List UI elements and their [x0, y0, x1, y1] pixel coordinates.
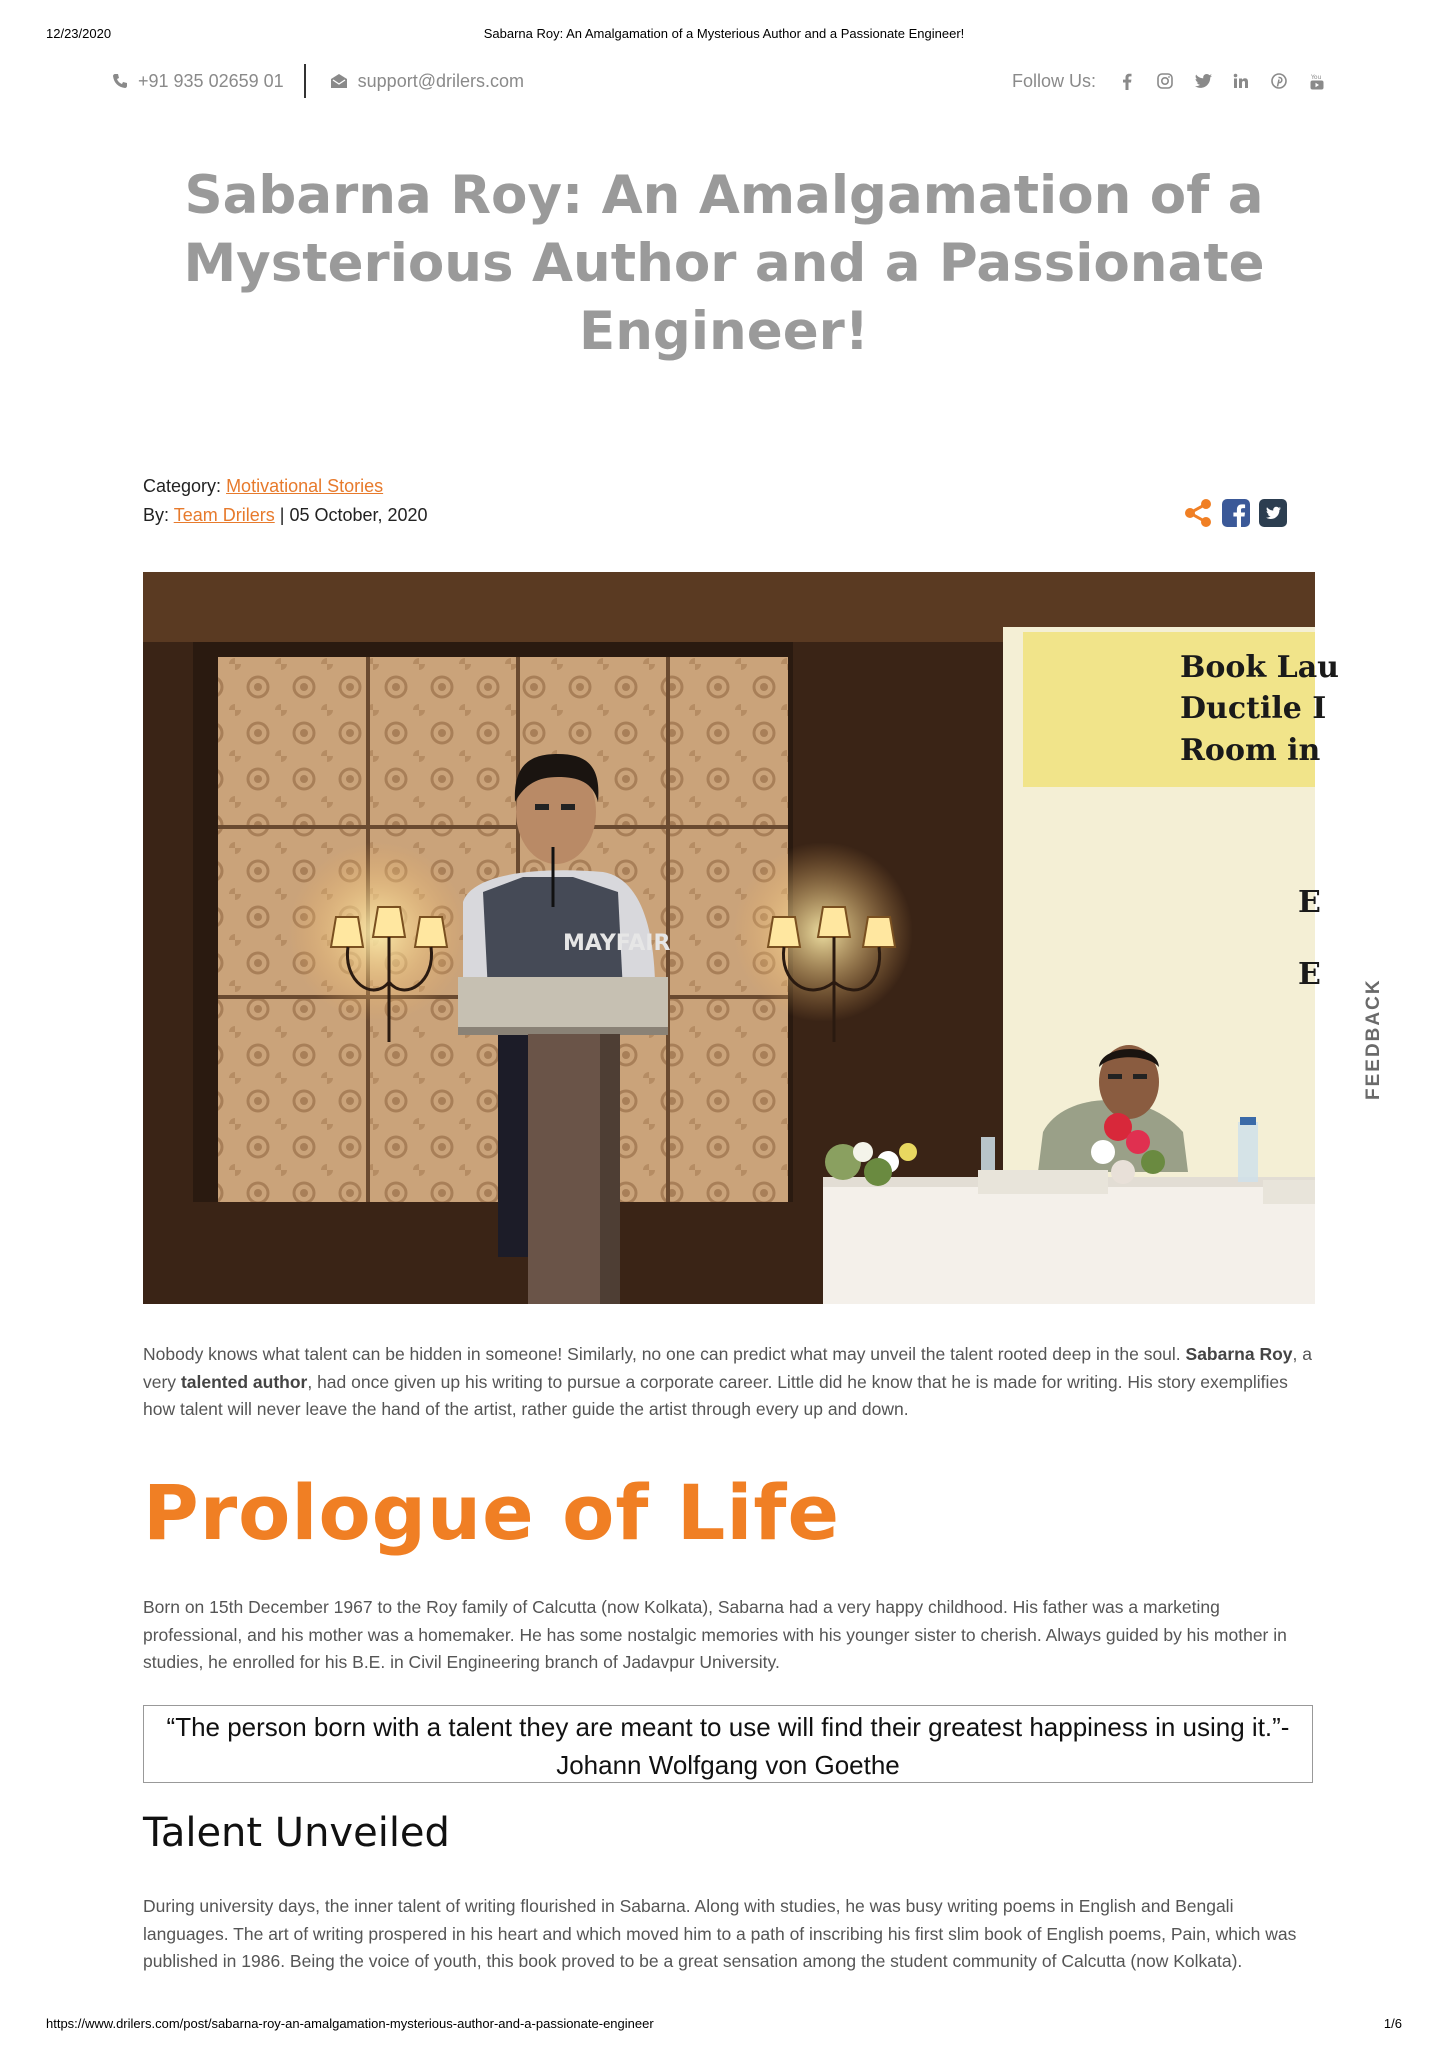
intro-paragraph	[143, 1341, 1315, 1424]
byline	[143, 501, 428, 530]
prologue-paragraph: Born on 15th December 1967 to the Roy family of Calcutta (now Kolkata), Sabarna had a very happy childhood. His father was a marketing professional, and his mother was a homemaker. He has some nostalgic memories with his younger sister to cherish. Always guided by his mother in studies, he enrolled for his B.E. in Civil Engineering branch of Jadavpur University.	[143, 1597, 1287, 1672]
article-title: Sabarna Roy: An Amalgamation of a Mysterious Author and a Passionate Engineer!	[183, 165, 1265, 362]
share-icon[interactable]	[1183, 498, 1213, 528]
linkedin-icon[interactable]	[1222, 73, 1260, 89]
email-address: support@drilers.com	[357, 70, 524, 91]
intro-text-1: Nobody knows what talent can be hidden in someone! Similarly, no one can predict what may unveil the talent rooted deep in the soul.	[143, 1344, 1186, 1364]
social-follow	[1012, 64, 1336, 98]
vest-logo-text: MAYFAIR	[563, 931, 671, 956]
quote-box: “The person born with a talent they are meant to use will find their greatest happiness in using it.”- Johann Wolfgang von Goethe	[143, 1705, 1313, 1783]
share-buttons	[1183, 498, 1287, 528]
email-link[interactable]	[330, 71, 524, 92]
book-launch-photo	[143, 572, 1339, 1304]
section-heading-prologue: Prologue of Life	[143, 1468, 840, 1557]
svg-text:You: You	[1311, 73, 1322, 81]
print-doc-title: Sabarna Roy: An Amalgamation of a Mysterious Author and a Passionate Engineer!	[483, 26, 965, 41]
category-line	[143, 472, 428, 501]
banner-line-1: Book Lau	[1180, 650, 1339, 685]
twitter-share-icon[interactable]	[1259, 499, 1287, 527]
date-separator: |	[279, 505, 285, 525]
contact-info	[112, 64, 524, 98]
banner-line-3: Room in	[1180, 733, 1321, 768]
phone-number: +91 935 02659 01	[138, 70, 284, 91]
publish-date: 05 October, 2020	[289, 505, 428, 525]
intro-name: Sabarna Roy	[1185, 1344, 1293, 1364]
top-contact-bar	[112, 64, 1336, 98]
hero-image	[143, 572, 1339, 1304]
category-link[interactable]: Motivational Stories	[226, 476, 384, 496]
section-heading-talent: Talent Unveiled	[143, 1810, 450, 1856]
facebook-icon[interactable]	[1108, 73, 1146, 90]
talent-paragraph: During university days, the inner talent of writing flourished in Sabarna. Along with studies, he was busy writing poems in English and Bengali languages. The art of writing prospered in his heart and which moved him to a path of inscribing his first slim book of English poems, Pain, which was published in 1986. Being the voice of youth, this book proved to be a great sensation among the student community of Calcutta (now Kolkata).	[143, 1896, 1297, 1971]
phone-link[interactable]	[112, 71, 284, 92]
envelope-icon	[330, 73, 348, 89]
facebook-share-icon[interactable]	[1222, 499, 1250, 527]
intro-text-2: , a very	[143, 1344, 1312, 1392]
print-page-number: 1/6	[1383, 2016, 1402, 2031]
pinterest-icon[interactable]	[1260, 73, 1298, 89]
banner-letter-1: E	[1298, 885, 1321, 920]
category-label: Category:	[143, 476, 222, 496]
print-url: https://www.drilers.com/post/sabarna-roy-an-amalgamation-mysterious-author-and-a-passionate-engineer	[46, 2016, 654, 2031]
by-label: By:	[143, 505, 170, 525]
article-meta	[143, 472, 428, 530]
youtube-icon[interactable]	[1298, 73, 1336, 90]
feedback-tab[interactable]: FEEDBACK	[1363, 978, 1384, 1100]
author-link[interactable]: Team Drilers	[173, 505, 275, 525]
phone-icon	[112, 73, 128, 89]
banner-letter-2: E	[1298, 957, 1321, 992]
print-date: 12/23/2020	[46, 26, 112, 41]
contact-divider	[304, 64, 306, 98]
instagram-icon[interactable]	[1146, 73, 1184, 89]
intro-text-3: , had once given up his writing to pursue a corporate career. Little did he know that he is made for writing. His story exemplifies how talent will never leave the hand of the artist, rather guide the artist through every up and down.	[143, 1371, 1288, 1419]
follow-label: Follow Us:	[1011, 70, 1096, 91]
banner-line-2: Ductile I	[1180, 691, 1327, 726]
intro-bold-talented: talented author	[180, 1371, 308, 1392]
twitter-icon[interactable]	[1184, 74, 1222, 88]
